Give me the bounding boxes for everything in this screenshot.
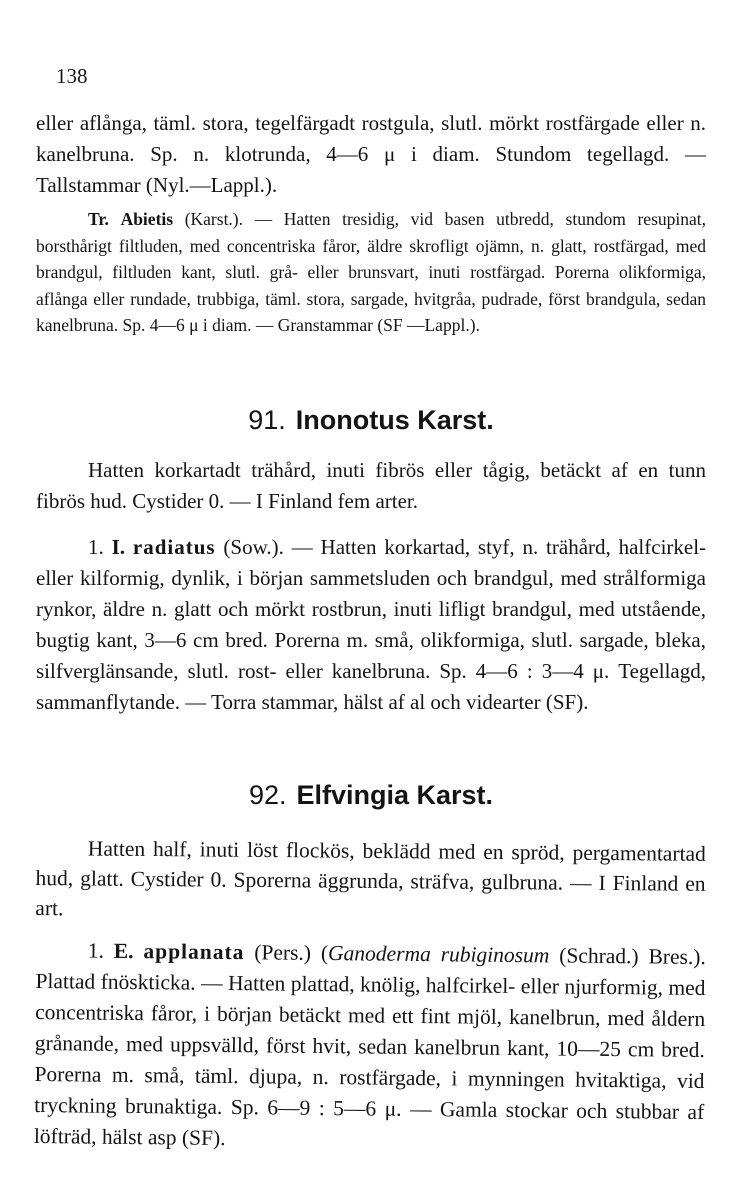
genus-abbrev: E.	[113, 938, 134, 964]
synonym-name: Ganoderma rubiginosum	[327, 941, 550, 968]
species-description: — Hatten tresidig, vid basen utbredd, stundom resupinat, borsthårigt filtluden, med concentriska fåror, äldre skrofligt ojämn, n. glatt, rostfärgad, med brandgul, filtluden kant, slutl. grå- eller brunsvart, inuti rostfärgad. Porerna olikformiga, aflånga eller rundade, trubbiga, täml. stora, sargade, hvitgråa, pudrade, först brandgula, sedan kanelbruna. Sp. 4—6 μ i diam. — Granstammar (SF —Lappl.).	[36, 209, 706, 335]
species-name: applanata	[143, 939, 245, 965]
species-author: (Karst.).	[184, 209, 244, 229]
species-author: (Pers.)	[254, 940, 312, 965]
genus-abbrev: I.	[111, 535, 126, 559]
entry-abietis	[36, 206, 706, 339]
synonym-open: (	[320, 940, 329, 966]
section-heading-91	[36, 405, 706, 436]
genus-title: Inonotus Karst.	[295, 405, 494, 435]
paragraph-continuation: eller aflånga, täml. stora, tegelfärgadt rostgula, slutl. mörkt rostfärgade eller n. kanelbruna. Sp. n. klotrunda, 4—6 μ i diam. Stundom tegellagd. — Tallstammar (Nyl.—Lappl.).	[36, 111, 706, 197]
species-author: (Sow.).	[223, 535, 284, 559]
entry-applanata	[34, 935, 706, 1159]
entry-label: Tr.	[88, 209, 109, 229]
entry-radiatus	[36, 532, 706, 718]
genus-title: Elfvingia Karst.	[296, 780, 494, 810]
species-number: 1.	[88, 535, 104, 559]
section-heading-92	[36, 780, 706, 811]
species-description: Plattad fnöskticka. — Hatten plattad, knölig, halfcirkel- eller njurformig, med concentriska fåror, i början betäckt med ett fint mjöl, kanelbrun, med åldern grånande, med uppsvälld, först hvit, sedan kanelbrun kant, 10—25 cm bred. Porerna m. små, täml. djupa, n. rostfärgade, i mynningen hvitaktiga, vid tryckning brunaktiga. Sp. 6—9 : 5—6 μ. — Gamla stockar och stubbar af löfträd, hälst asp (SF).	[33, 968, 706, 1150]
species-name: Abietis	[120, 209, 174, 229]
section-number: 91.	[248, 405, 286, 435]
species-name: radiatus	[132, 535, 216, 559]
species-description: — Hatten korkartad, styf, n. trähård, halfcirkel- eller kilformig, dynlik, i början sammetsluden och brandgul, med strålformiga rynkor, äldre n. glatt och mörkt rostbrun, inuti lifligt brandgul, med utstående, bugtig kant, 3—6 cm bred. Porerna m. små, olikformiga, slutl. sargade, bleka, silfverglänsande, slutl. rost- eller kanelbruna. Sp. 4—6 : 3—4 μ. Tegellagd, sammanflytande. — Torra stammar, hälst af al och videarter (SF).	[36, 535, 707, 714]
section-number: 92.	[248, 780, 287, 810]
genus-description-91: Hatten korkartadt trähård, inuti fibrös eller tågig, betäckt af en tunn fibrös hud. Cystider 0. — I Finland fem arter.	[36, 458, 706, 513]
synonym-author: (Schrad.) Bres.).	[559, 943, 706, 970]
species-number: 1.	[87, 938, 105, 963]
genus-description-92: Hatten half, inuti löst flockös, beklädd med en spröd, pergamentartad hud, glatt. Cystider 0. Sporerna äggrunda, sträfva, gulbruna. — I Finland en art.	[35, 836, 706, 921]
page-number: 138	[56, 64, 88, 88]
